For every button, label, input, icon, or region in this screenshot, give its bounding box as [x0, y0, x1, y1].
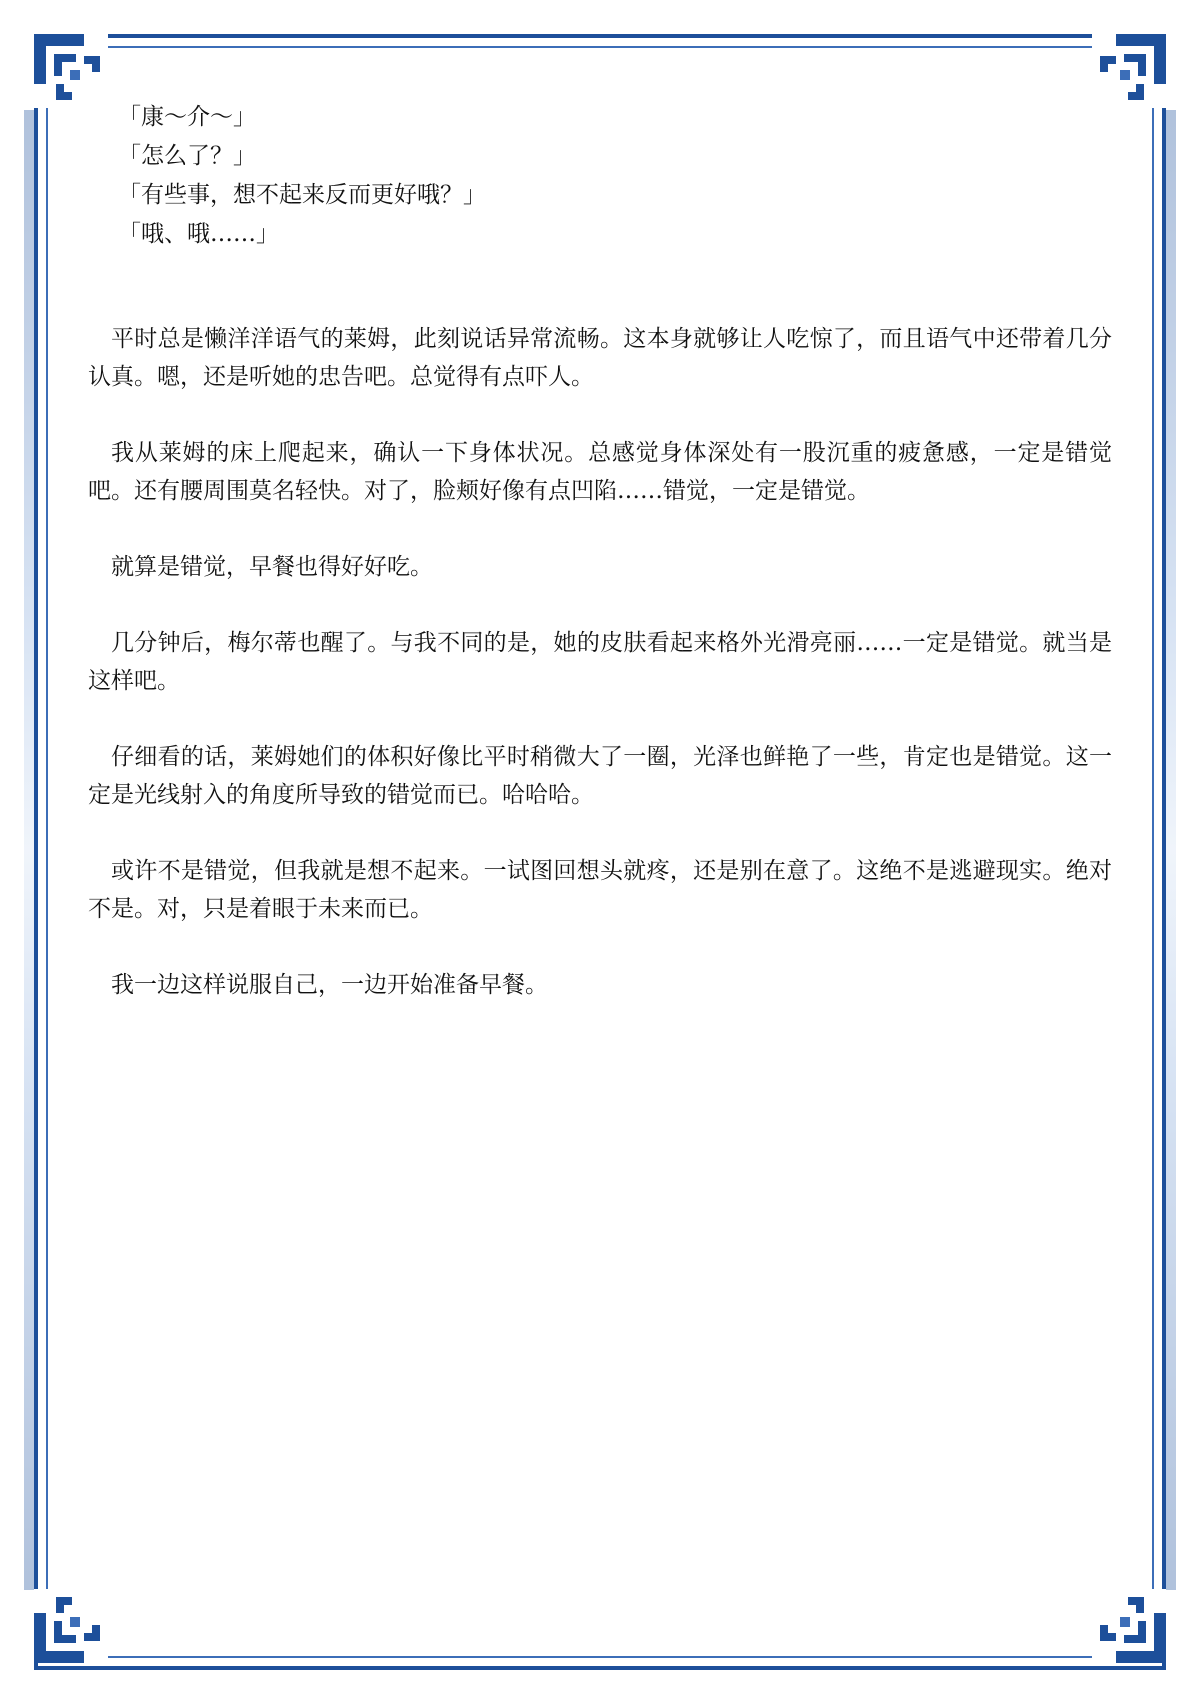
paragraph: 我从莱姆的床上爬起来，确认一下身体状况。总感觉身体深处有一股沉重的疲惫感，一定是错觉吧。还有腰周围莫名轻快。对了，脸颊好像有点凹陷……错觉，一定是错觉。 [88, 440, 1112, 504]
dialogue-line: 「哦、哦……」 [118, 221, 279, 247]
paragraph: 几分钟后，梅尔蒂也醒了。与我不同的是，她的皮肤看起来格外光滑亮丽……一定是错觉。就当是这样吧。 [88, 630, 1112, 694]
paragraph: 平时总是懒洋洋语气的莱姆，此刻说话异常流畅。这本身就够让人吃惊了，而且语气中还带着几分认真。嗯，还是听她的忠告吧。总觉得有点吓人。 [88, 326, 1112, 390]
dialogue-line: 「怎么了？」 [118, 143, 256, 169]
paragraph: 仔细看的话，莱姆她们的体积好像比平时稍微大了一圈，光泽也鲜艳了一些，肯定也是错觉。这一定是光线射入的角度所导致的错觉而已。哈哈哈。 [88, 744, 1112, 808]
corner-ornament-icon [26, 1581, 116, 1671]
dialogue-line: 「康～介～」 [118, 104, 256, 130]
paragraph: 或许不是错觉，但我就是想不起来。一试图回想头就疼，还是别在意了。这绝不是逃避现实。绝对不是。对，只是着眼于未来而已。 [88, 858, 1112, 922]
paragraph: 我一边这样说服自己，一边开始准备早餐。 [111, 972, 548, 998]
frame-side-right [1166, 110, 1176, 1590]
dialogue-line: 「有些事，想不起来反而更好哦？」 [118, 182, 486, 208]
dialogue-block [118, 98, 1112, 254]
corner-ornament-icon [1084, 1581, 1174, 1671]
frame-side-left [24, 110, 34, 1590]
narration-block [88, 320, 1112, 1004]
page-content [88, 98, 1112, 1042]
paragraph: 就算是错觉，早餐也得好好吃。 [111, 554, 433, 580]
